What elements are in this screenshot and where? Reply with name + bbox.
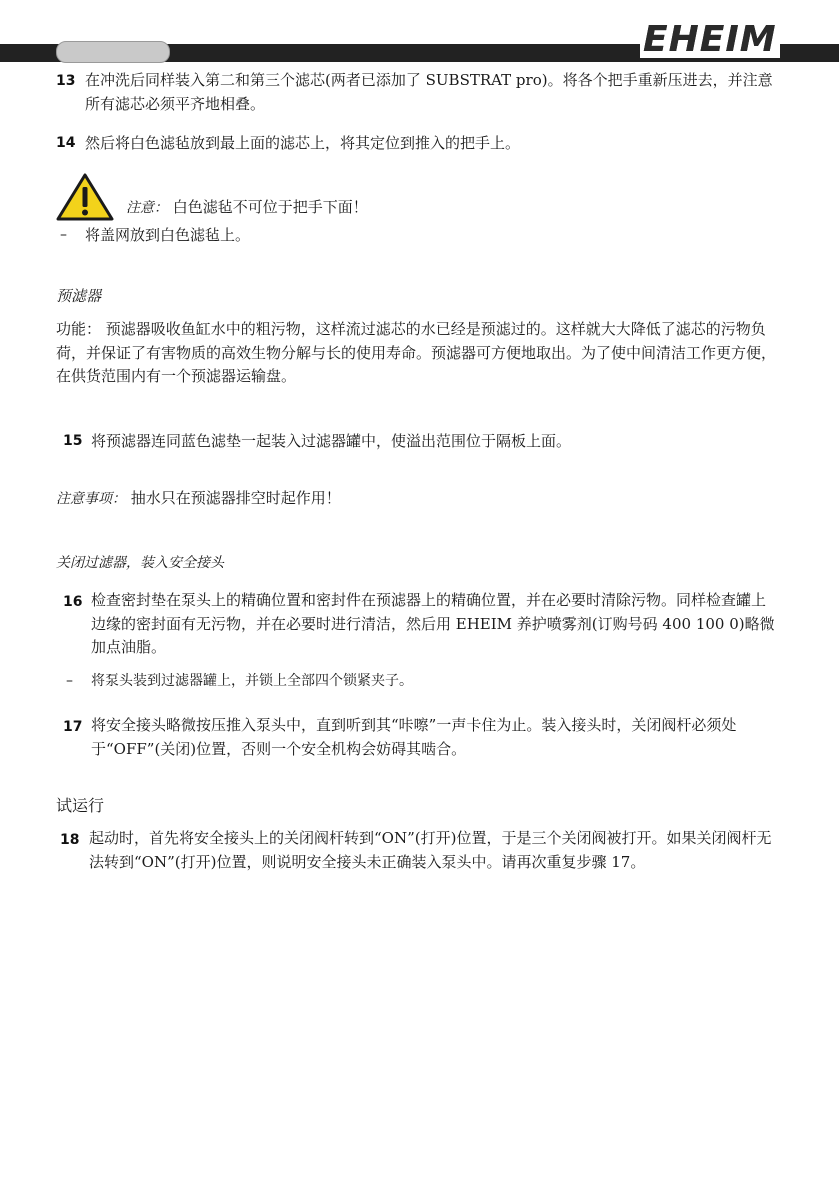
step-14-number: 14 <box>56 135 76 151</box>
note-label: 注意事项： <box>56 491 126 507</box>
bullet-dash-2: – <box>66 673 73 689</box>
section-heading-trial-run: 试运行 <box>56 796 105 815</box>
step-17-text: 将安全接头略微按压推入泵头中，直到听到其“咔嚓”一声卡住为止。装入接头时，关闭阀杆必须处于“OFF”(关闭)位置，否则一个安全机构会妨碍其啮合。 <box>91 716 737 758</box>
step-13-number: 13 <box>56 73 76 89</box>
prefilter-function-paragraph <box>56 318 776 389</box>
function-text: 预滤器吸收鱼缸水中的粗污物，这样流过滤芯的水已经是预滤过的。这样就大大降低了滤芯的污物负荷，并保证了有害物质的高效生物分解与长的使用寿命。预滤器可方便地取出。为了使中间清洁工作更方便，在供货范围内有一个预滤器运输盘。 <box>56 320 777 385</box>
step-14-text: 然后将白色滤毡放到最上面的滤芯上，将其定位到推入的把手上。 <box>85 134 521 152</box>
step-15-text: 将预滤器连同蓝色滤垫一起装入过滤器罐中，使溢出范围位于隔板上面。 <box>91 432 572 450</box>
section-heading-prefilter: 预滤器 <box>56 287 102 305</box>
step-16-text: 检查密封垫在泵头上的精确位置和密封件在预滤器上的精确位置，并在必要时清除污物。同样检查罐上边缘的密封面有无污物，并在必要时进行清洁，然后用 EHEIM 养护喷雾剂(订购号码 400 100 0)略微加点油脂。 <box>91 591 775 656</box>
step-16-number: 16 <box>63 594 83 610</box>
header-tab-pill <box>56 41 170 63</box>
step-18-number: 18 <box>60 832 80 848</box>
function-label: 功能： <box>56 320 102 338</box>
step-13-text: 在冲洗后同样装入第二和第三个滤芯(两者已添加了 SUBSTRAT pro)。将各个把手重新压进去，并注意所有滤芯必须平齐地相叠。 <box>85 71 773 113</box>
dash-item-text: 将盖网放到白色滤毡上。 <box>85 226 251 244</box>
eheim-logo: EHEIM <box>643 19 777 60</box>
note-text: 抽水只在预滤器排空时起作用！ <box>130 489 341 507</box>
bullet-dash: – <box>60 227 67 243</box>
section-heading-close-filter: 关闭过滤器，装入安全接头 <box>56 555 224 571</box>
note-line <box>56 487 756 510</box>
step-18-text: 起动时，首先将安全接头上的关闭阀杆转到“ON”(打开)位置，于是三个关闭阀被打开。如果关闭阀杆无法转到“ON”(打开)位置，则说明安全接头未正确装入泵头中。请再次重复步骤 17。 <box>89 829 772 871</box>
warning-text: 白色滤毡不可位于把手下面！ <box>172 198 368 216</box>
dash-item-2-text: 将泵头装到过滤器罐上，并锁上全部四个锁紧夹子。 <box>91 673 413 689</box>
step-15-number: 15 <box>63 433 83 449</box>
warning-line <box>126 196 726 219</box>
warning-label: 注意： <box>126 200 168 216</box>
step-17-number: 17 <box>63 719 83 735</box>
warning-triangle-icon <box>56 173 114 221</box>
